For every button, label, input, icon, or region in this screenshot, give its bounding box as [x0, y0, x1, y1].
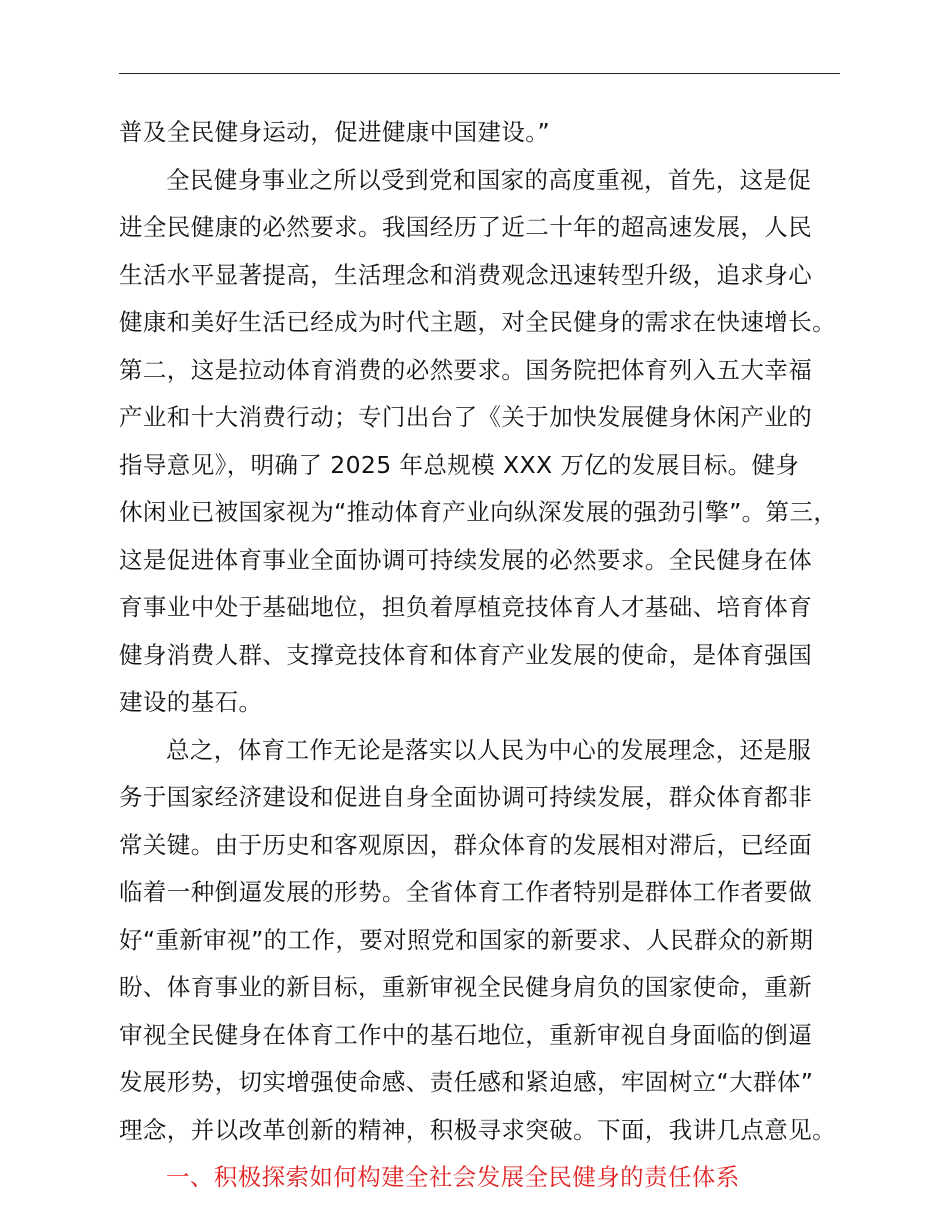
text-line: 务于国家经济建设和促进自身全面协调可持续发展，群众体育都非	[119, 783, 813, 811]
text-line: 临着一种倒逼发展的形势。全省体育工作者特别是群体工作者要做	[119, 878, 813, 906]
text-line: 指导意见》，明确了 2025 年总规模 XXX 万亿的发展目标。健身	[119, 450, 800, 479]
section-heading: 一、积极探索如何构建全社会发展全民健身的责任体系	[166, 1163, 740, 1191]
text-line: 普及全民健身运动，促进健康中国建设。”	[119, 118, 551, 146]
header-rule	[119, 73, 840, 74]
text-line: 健身消费人群、支撑竞技体育和体育产业发展的使命，是体育强国	[119, 640, 813, 669]
text-line: 审视全民健身在体育工作中的基石地位，重新审视自身面临的倒逼	[119, 1020, 813, 1049]
text-line: 发展形势，切实增强使命感、责任感和紧迫感，牢固树立“大群体”	[119, 1068, 814, 1096]
text-line: 这是促进体育事业全面协调可持续发展的必然要求。全民健身在体	[119, 545, 813, 574]
text-line: 育事业中处于基础地位，担负着厚植竞技体育人才基础、培育体育	[119, 593, 813, 621]
text-line: 健康和美好生活已经成为时代主题，对全民健身的需求在快速增长。	[119, 308, 836, 336]
text-line: 好“重新审视”的工作，要对照党和国家的新要求、人民群众的新期	[119, 925, 814, 954]
document-body	[119, 109, 840, 1202]
paragraph-start-line: 总之，体育工作无论是落实以人民为中心的发展理念，还是服	[166, 735, 812, 764]
text-line: 生活水平显著提高，生活理念和消费观念迅速转型升级，追求身心	[119, 260, 813, 289]
text-line: 第二，这是拉动体育消费的必然要求。国务院把体育列入五大幸福	[119, 355, 813, 384]
text-line: 盼、体育事业的新目标，重新审视全民健身肩负的国家使命，重新	[119, 973, 813, 1001]
text-line: 休闲业已被国家视为“推动体育产业向纵深发展的强劲引擎”。第三，	[119, 498, 838, 526]
text-line: 建设的基石。	[119, 688, 263, 716]
paragraph-start-line: 全民健身事业之所以受到党和国家的高度重视，首先，这是促	[166, 165, 812, 194]
text-line: 产业和十大消费行动；专门出台了《关于加快发展健身休闲产业的	[119, 403, 813, 431]
text-line: 进全民健康的必然要求。我国经历了近二十年的超高速发展，人民	[119, 213, 813, 241]
text-line: 常关键。由于历史和客观原因，群众体育的发展相对滞后，已经面	[119, 830, 813, 859]
text-line: 理念，并以改革创新的精神，积极寻求突破。下面，我讲几点意见。	[119, 1115, 836, 1144]
